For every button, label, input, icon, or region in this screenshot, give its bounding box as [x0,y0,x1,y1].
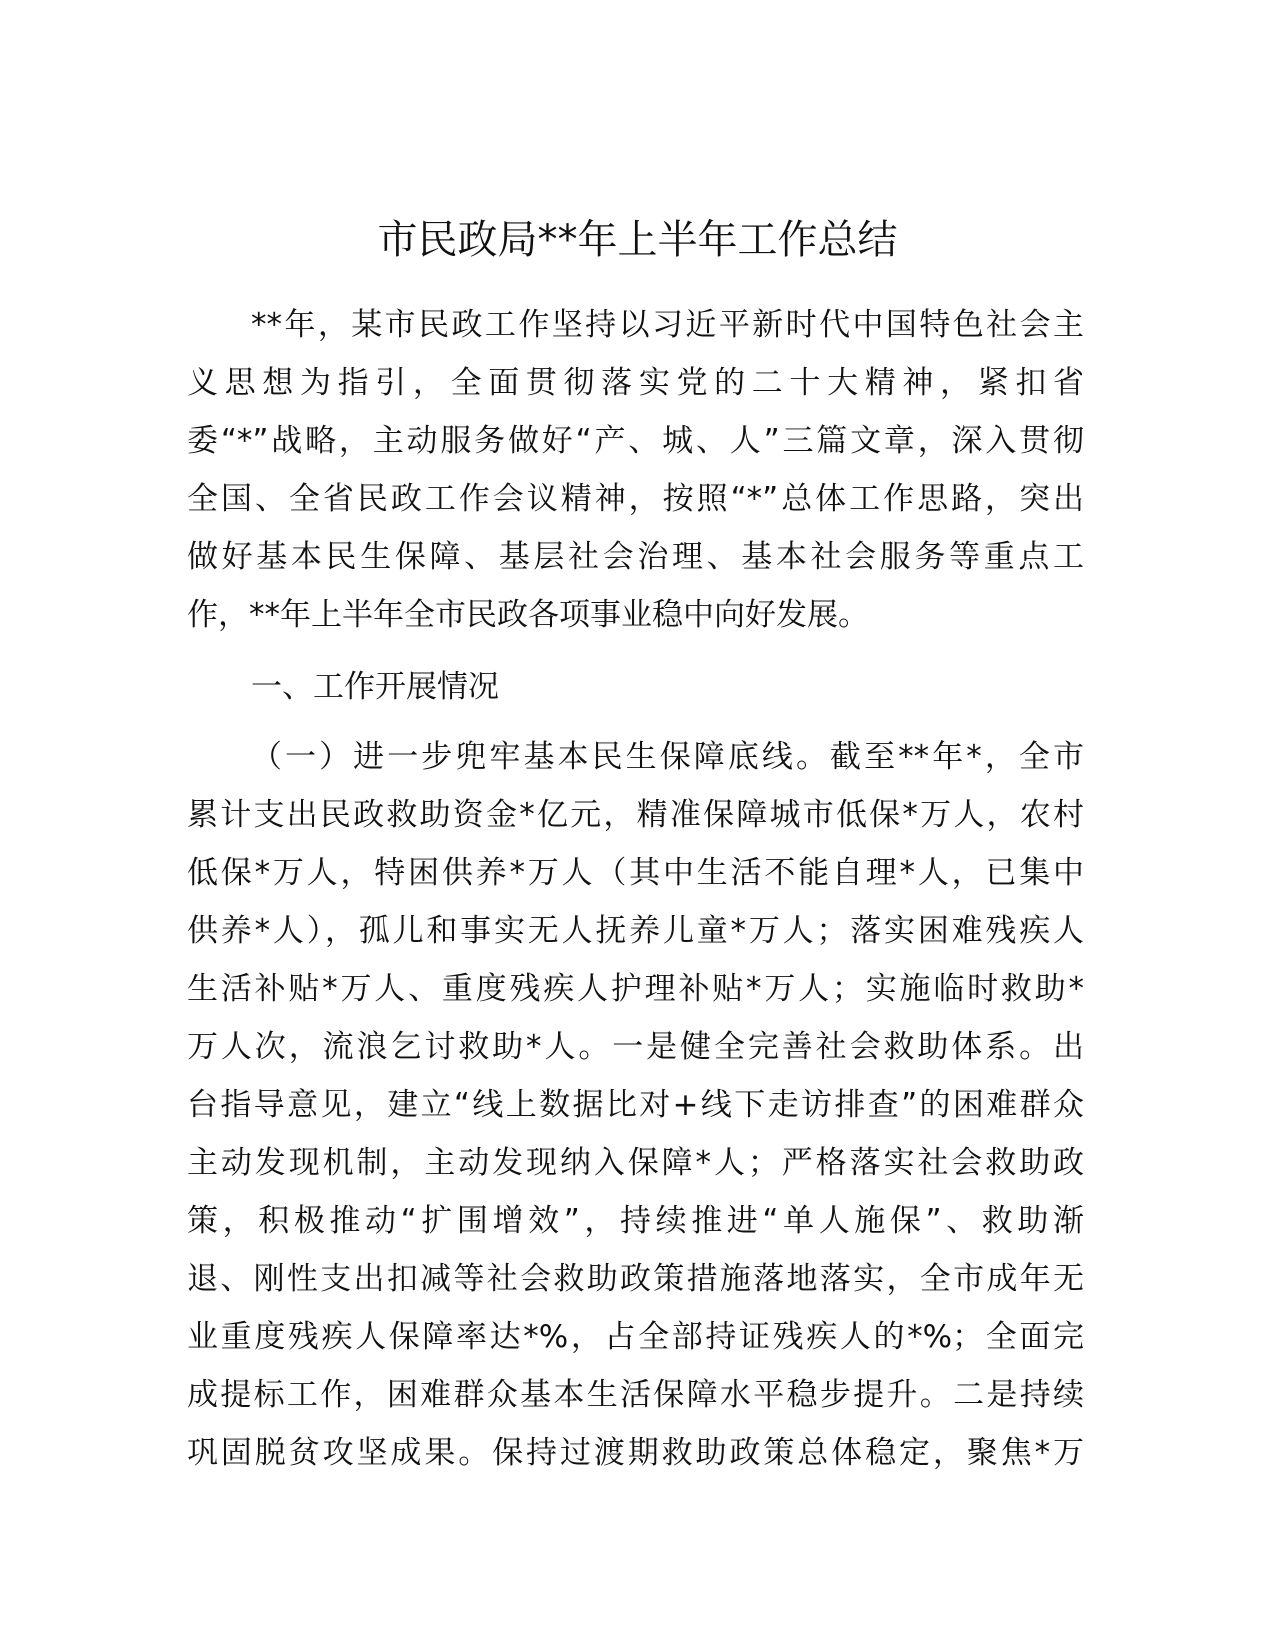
section-heading-text: 一、工作开展情况 [251,669,499,705]
paragraph-line: 巩固脱贫攻坚成果。保持过渡期救助政策总体稳定，聚焦*万 [187,1435,1084,1471]
paragraph-line: 义思想为指引，全面贯彻落实党的二十大精神，紧扣省 [187,365,1084,401]
paragraph-line: 做好基本民生保障、基层社会治理、基本社会服务等重点工 [187,539,1084,575]
paragraph-line: 主动发现机制，主动发现纳入保障*人；严格落实社会救助政 [187,1145,1084,1181]
paragraph-line: 累计支出民政救助资金*亿元，精准保障城市低保*万人，农村 [187,797,1084,833]
paragraph-line: 万人次，流浪乞讨救助*人。一是健全完善社会救助体系。出 [187,1029,1084,1065]
paragraph-line: 策，积极推动“扩围增效”，持续推进“单人施保”、救助渐 [187,1203,1084,1239]
paragraph-line: 成提标工作，困难群众基本生活保障水平稳步提升。二是持续 [187,1377,1084,1413]
paragraph-line: 全国、全省民政工作会议精神，按照“*”总体工作思路，突出 [187,481,1084,517]
paragraph-line: （一）进一步兜牢基本民生保障底线。截至**年*，全市 [251,739,1084,775]
paragraph-line: 供养*人），孤儿和事实无人抚养儿童*万人；落实困难残疾人 [187,913,1084,949]
section-heading [187,658,1084,716]
paragraph-line: 台指导意见，建立“线上数据比对+线下走访排查”的困难群众 [187,1087,1084,1123]
paragraph-line: 退、刚性支出扣减等社会救助政策措施落地落实，全市成年无 [187,1261,1084,1297]
paragraph-line: 生活补贴*万人、重度残疾人护理补贴*万人；实施临时救助* [187,971,1084,1007]
document-title: 市民政局**年上半年工作总结 [377,217,898,263]
paragraph-line: 委“*”战略，主动服务做好“产、城、人”三篇文章，深入贯彻 [187,423,1084,459]
section-1-paragraph [187,728,1084,1482]
paragraph-line: 业重度残疾人保障率达*%，占全部持证残疾人的*%；全面完 [187,1319,1084,1355]
paragraph-line: **年，某市民政工作坚持以习近平新时代中国特色社会主 [251,307,1084,343]
intro-paragraph [187,296,1084,644]
paragraph-line: 低保*万人，特困供养*万人（其中生活不能自理*人，已集中 [187,855,1084,891]
paragraph-line: 作，**年上半年全市民政各项事业稳中向好发展。 [187,597,869,633]
